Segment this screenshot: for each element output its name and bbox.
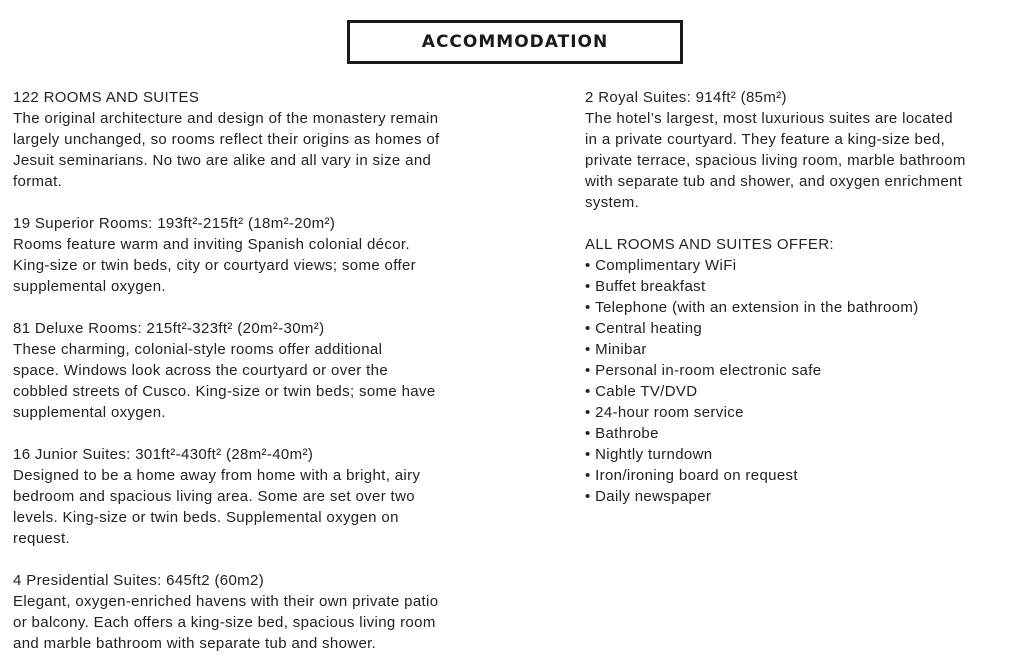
- section-text-line: Jesuit seminarians. No two are alike and all vary in size and: [13, 152, 432, 169]
- section-text-line: levels. King-size or twin beds. Supplemental oxygen on: [13, 509, 399, 526]
- page-title: ACCOMMODATION: [421, 32, 609, 52]
- right-column: [585, 87, 1035, 528]
- amenities-heading: ALL ROOMS AND SUITES OFFER:: [585, 236, 834, 253]
- section-text-line: Rooms feature warm and inviting Spanish colonial décor.: [13, 236, 410, 253]
- title-box: [347, 20, 683, 64]
- section-text-line: or balcony. Each offers a king-size bed, spacious living room: [13, 614, 436, 631]
- amenity-item: • Daily newspaper: [585, 486, 1035, 507]
- section-presidential-suites: [13, 570, 533, 654]
- amenity-item: • Iron/ironing board on request: [585, 465, 1035, 486]
- section-text-line: format.: [13, 173, 63, 190]
- section-royal-suites: [585, 87, 1035, 213]
- section-text-line: in a private courtyard. They feature a king-size bed,: [585, 131, 946, 148]
- section-text-line: and marble bathroom with separate tub and shower.: [13, 635, 377, 652]
- section-text-line: These charming, colonial-style rooms offer additional: [13, 341, 383, 358]
- amenity-item: • 24-hour room service: [585, 402, 1035, 423]
- amenity-item: • Buffet breakfast: [585, 276, 1035, 297]
- section-text-line: Designed to be a home away from home with a bright, airy: [13, 467, 421, 484]
- section-text-line: King-size or twin beds, city or courtyard views; some offer: [13, 257, 417, 274]
- amenity-item: • Cable TV/DVD: [585, 381, 1035, 402]
- section-text-line: supplemental oxygen.: [13, 278, 166, 295]
- section-junior-suites: [13, 444, 533, 549]
- section-text-line: with separate tub and shower, and oxygen enrichment: [585, 173, 963, 190]
- section-deluxe-rooms: [13, 318, 533, 423]
- section-text-line: largely unchanged, so rooms reflect their origins as homes of: [13, 131, 440, 148]
- amenity-item: • Central heating: [585, 318, 1035, 339]
- section-text-line: Elegant, oxygen-enriched havens with their own private patio: [13, 593, 439, 610]
- amenities-list: [585, 255, 1035, 507]
- section-text-line: The original architecture and design of the monastery remain: [13, 110, 439, 127]
- section-text-line: supplemental oxygen.: [13, 404, 166, 421]
- amenity-item: • Telephone (with an extension in the bathroom): [585, 297, 1035, 318]
- section-heading: 16 Junior Suites: 301ft²-430ft² (28m²-40m²): [13, 446, 314, 463]
- amenity-item: • Bathrobe: [585, 423, 1035, 444]
- section-text-line: bedroom and spacious living area. Some are set over two: [13, 488, 415, 505]
- section-text-line: system.: [585, 194, 640, 211]
- section-heading: 19 Superior Rooms: 193ft²-215ft² (18m²-20m²): [13, 215, 336, 232]
- left-column: [13, 87, 533, 662]
- section-text-line: private terrace, spacious living room, marble bathroom: [585, 152, 966, 169]
- section-text-line: request.: [13, 530, 70, 547]
- section-heading: 4 Presidential Suites: 645ft2 (60m2): [13, 572, 265, 589]
- amenity-item: • Minibar: [585, 339, 1035, 360]
- section-amenities: [585, 234, 1035, 507]
- section-rooms-and-suites: [13, 87, 533, 192]
- amenity-item: • Personal in-room electronic safe: [585, 360, 1035, 381]
- section-heading: 81 Deluxe Rooms: 215ft²-323ft² (20m²-30m²): [13, 320, 325, 337]
- section-text-line: space. Windows look across the courtyard or over the: [13, 362, 389, 379]
- section-heading: 122 ROOMS AND SUITES: [13, 89, 200, 106]
- section-text-line: cobbled streets of Cusco. King-size or twin beds; some have: [13, 383, 436, 400]
- section-text-line: The hotel’s largest, most luxurious suites are located: [585, 110, 953, 127]
- section-superior-rooms: [13, 213, 533, 297]
- amenity-item: • Complimentary WiFi: [585, 255, 1035, 276]
- section-heading: 2 Royal Suites: 914ft² (85m²): [585, 89, 787, 106]
- amenity-item: • Nightly turndown: [585, 444, 1035, 465]
